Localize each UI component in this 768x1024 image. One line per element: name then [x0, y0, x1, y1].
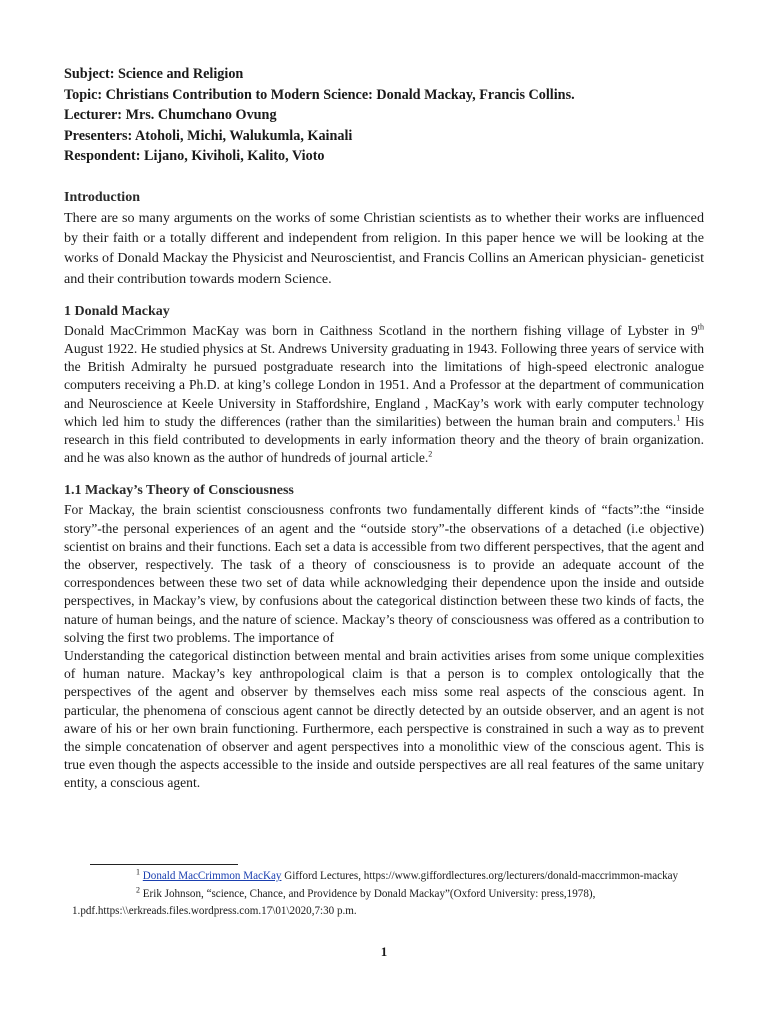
respondent-line: Respondent: Lijano, Kiviholi, Kalito, Vioto	[64, 148, 325, 165]
presenters-line: Presenters: Atoholi, Michi, Walukumla, Kainali	[64, 127, 353, 144]
subject-line: Subject: Science and Religion	[64, 66, 244, 82]
mackay-text-part-3: His research in this field contributed to developments in early information theory and the theory of brain organization. and he was also known as the author of hundreds of journal article.	[64, 413, 704, 466]
footnote-1-text: Gifford Lectures, https://www.giffordlectures.org/lecturers/donald-maccrimmon-mackay	[281, 870, 679, 882]
footnote-1	[72, 868, 712, 886]
introduction-heading: Introduction	[64, 190, 140, 205]
footnote-1-number: 1	[136, 867, 140, 877]
footnote-1-link[interactable]: Donald MacCrimmon MacKay	[142, 870, 282, 882]
theory-paragraph-2: Understanding the categorical distinction between mental and brain activities arises from some unique complexities of human nature. Mackay’s key anthropological claim is that a person is to complex ontologically that the perspectives of the agent and observer by themselves each miss some real aspects of the conscious agent. In particular, the phenomena of conscious agent cannot be directly detected by an outside observer, and an agent is not aware of his or her own brain functioning. Furthermore, each perspective is constrained in such a way as to prevent the simple concatenation of observer and agent perspectives into a monolithic view of the conscious agent. This is true even though the aspects accessible to the inside and outside perspectives are all real features of the same unitary entity, a conscious agent.	[64, 648, 704, 791]
lecturer-line: Lecturer: Mrs. Chumchano Ovung	[64, 107, 277, 124]
theory-of-consciousness-heading: 1.1 Mackay’s Theory of Consciousness	[64, 483, 294, 499]
main-content	[64, 188, 704, 793]
footnote-ref-2[interactable]: 2	[428, 449, 433, 459]
footnotes-block	[72, 868, 712, 921]
theory-paragraph-1: For Mackay, the brain scientist consciousness confronts two fundamentally different kinds of “facts”:the “inside story”-the personal experiences of an agent and the “outside story”-the observations of a detached (i.e objective) scientist on brains and their functions. Each set a data is accessible from two different perspectives, that the agent and the observer, respectively. The task of a theory of consciousness is to provide an adequate account of the correspondences between these two set of data while acknowledging their dependence upon the inside and outside perspectives, in Mackay’s view, by confusions about the categorical distinction between these two kinds of facts, the nature of human beings, and the nature of science. Mackay’s theory of consciousness was offered as a contribution to solving the first two problems. The importance of	[64, 502, 704, 645]
footnote-2-number: 2	[136, 884, 140, 894]
mackay-text-part-2: August 1922. He studied physics at St. Andrews University graduating in 1943. Following three years of service with the British Admiralty he pursued postgraduate research into the limitations of high-speed electronic analogue computers receiving a Ph.D. at king’s college London in 1951. And a Professor at the department of communication and Neuroscience at Keele University in Staffordshire, England , MacKay’s work with early computer technology which led him to study the differences (rather than the similarities) between the human brain and computers.	[64, 341, 704, 429]
header-block	[64, 64, 724, 167]
page-number: 1	[380, 944, 388, 959]
footnote-ref-1[interactable]: 1	[676, 413, 681, 423]
donald-mackay-heading: 1 Donald Mackay	[64, 303, 170, 319]
topic-line: Topic: Christians Contribution to Modern Science: Donald Mackay, Francis Collins.	[64, 86, 575, 103]
donald-mackay-paragraph	[64, 322, 704, 468]
introduction-paragraph: There are so many arguments on the works of some Christian scientists as to whether their works are influenced by their faith or a totally different and independent from religion. In this paper hence we will be looking at the works of Donald Mackay the Physicist and Neuroscientist, and Francis Collins an American physician- geneticist and their contribution towards modern Science.	[64, 210, 704, 287]
ordinal-superscript: th	[697, 322, 704, 332]
footnote-separator	[90, 864, 238, 865]
mackay-text-part-1: Donald MacCrimmon MacKay was born in Caithness Scotland in the northern fishing village of Lybster in 9	[64, 322, 698, 338]
footnote-2	[72, 886, 712, 921]
footnote-2-text: Erik Johnson, “science, Chance, and Providence by Donald Mackay”(Oxford University: press,1978), 1.pdf.https:\\erkreads.files.wordpress.com.17\01\2020,7:30 p.m.	[72, 887, 596, 917]
